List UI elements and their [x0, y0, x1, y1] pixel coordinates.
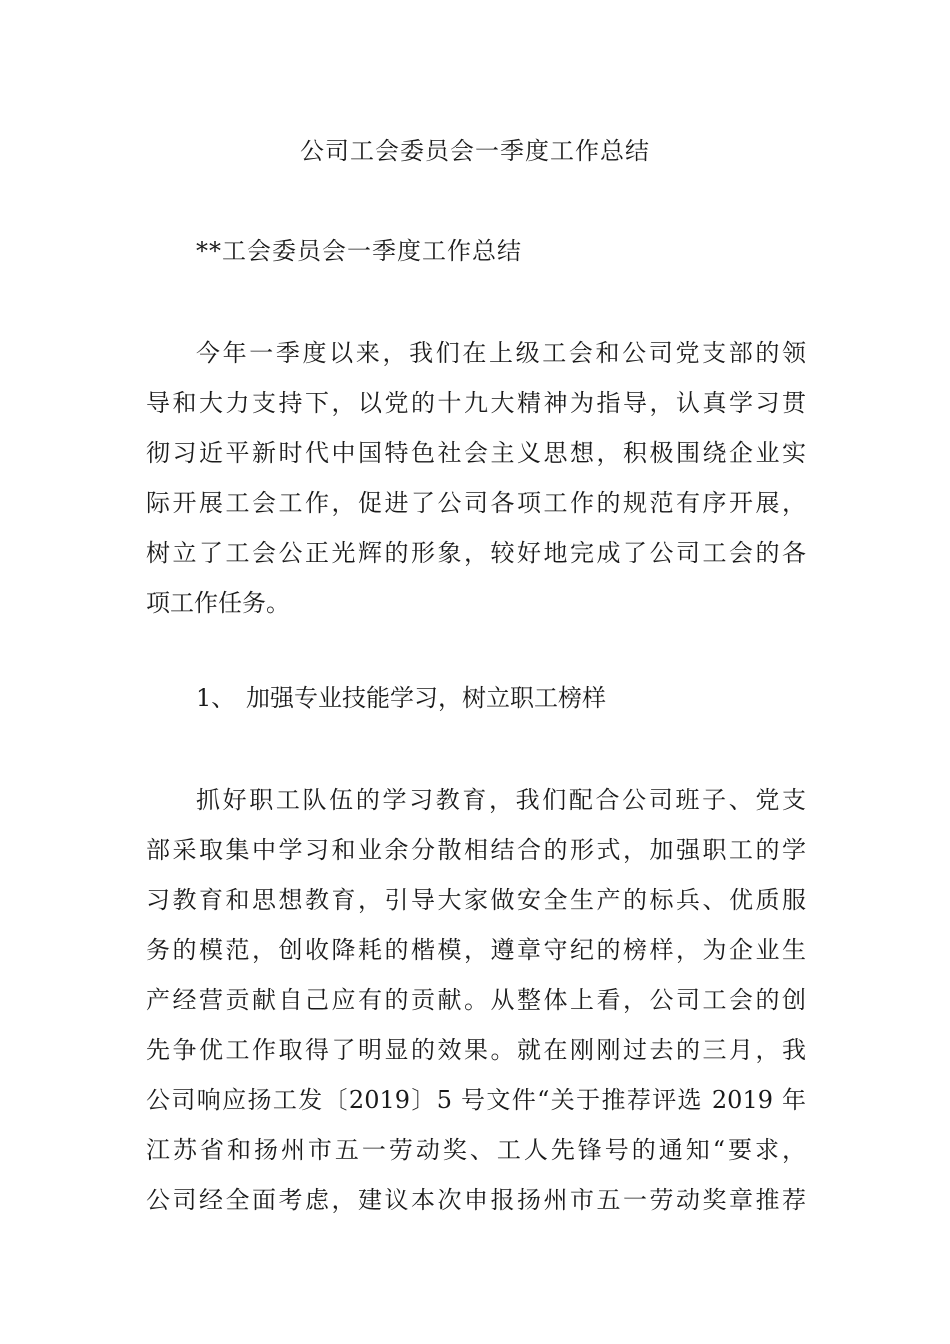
paragraph-line: 际开展工会工作，促进了公司各项工作的规范有序开展， — [146, 489, 806, 517]
paragraph-line: 产经营贡献自己应有的贡献。从整体上看，公司工会的创 — [146, 986, 806, 1014]
paragraph-line: 务的模范，创收降耗的楷模，遵章守纪的榜样，为企业生 — [146, 936, 806, 964]
document-title: 公司工会委员会一季度工作总结 — [300, 137, 650, 165]
paragraph-line: 公司响应扬工发〔2019〕5 号文件“关于推荐评选 2019 年 — [146, 1086, 806, 1114]
paragraph-line: 导和大力支持下，以党的十九大精神为指导，认真学习贯 — [146, 389, 806, 417]
paragraph-line: 公司经全面考虑，建议本次申报扬州市五一劳动奖章推荐 — [146, 1186, 806, 1214]
section-title: 加强专业技能学习，树立职工榜样 — [246, 684, 606, 712]
paragraph-line: 部采取集中学习和业余分散相结合的形式，加强职工的学 — [146, 836, 806, 864]
paragraph-line: 树立了工会公正光辉的形象，较好地完成了公司工会的各 — [146, 539, 806, 567]
section-heading — [196, 681, 606, 715]
paragraph-line: 习教育和思想教育，引导大家做安全生产的标兵、优质服 — [146, 886, 806, 914]
paragraph-line: 江苏省和扬州市五一劳动奖、工人先锋号的通知“要求， — [146, 1136, 806, 1164]
paragraph-line: 抓好职工队伍的学习教育，我们配合公司班子、党支 — [196, 786, 806, 814]
section-number: 1、 — [196, 684, 236, 712]
paragraph-line: 先争优工作取得了明显的效果。就在刚刚过去的三月，我 — [146, 1036, 806, 1064]
paragraph-line: 今年一季度以来，我们在上级工会和公司党支部的领 — [196, 339, 806, 367]
paragraph-line: 彻习近平新时代中国特色社会主义思想，积极围绕企业实 — [146, 439, 806, 467]
document-subtitle: **工会委员会一季度工作总结 — [196, 237, 522, 265]
paragraph-line: 项工作任务。 — [146, 589, 290, 617]
